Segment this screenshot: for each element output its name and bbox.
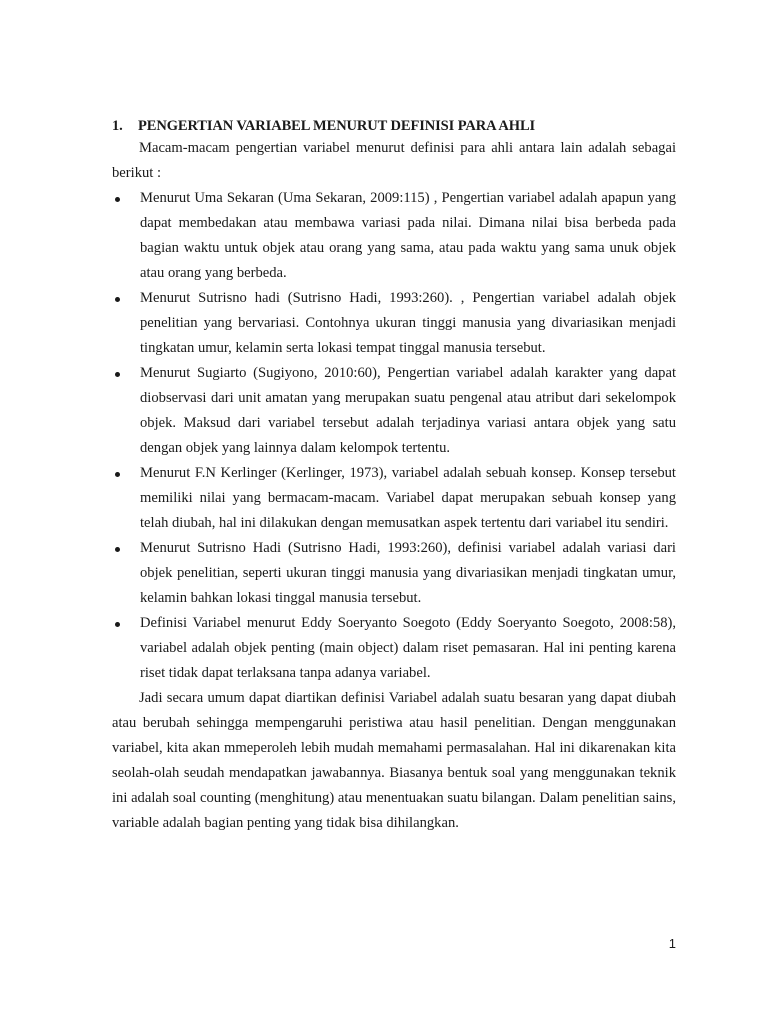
conclusion-paragraph: Jadi secara umum dapat diartikan definisi Variabel adalah suatu besaran yang dapat diubah atau berubah sehingga mempengaruhi peristiwa atau hasil penelitian. Dengan menggunakan variabel, kita akan mmeperoleh lebih mudah memahami permasalahan. Hal ini dikarenakan kita seolah-olah seudah mendapatkan jawabannya. Biasanya bentuk soal yang menggunakan teknik ini adalah soal counting (menghitung) atau menentuakan suatu bilangan. Dalam penelitian sains, variable adalah bagian penting yang tidak bisa dihilangkan. (112, 690, 676, 831)
bullet-icon (115, 297, 120, 302)
bullet-icon (115, 197, 120, 202)
list-item (112, 186, 676, 286)
section-number: 1. (112, 118, 123, 134)
list-item-text: Menurut F.N Kerlinger (Kerlinger, 1973), variabel adalah sebuah konsep. Konsep tersebut memiliki nilai yang bermacam-macam. Variabel dapat merupakan sebuah konsep yang telah diubah, hal ini dilakukan dengan memusatkan aspek tertentu dari variabel itu sendiri. (140, 465, 676, 531)
list-item-text: Menurut Sugiarto (Sugiyono, 2010:60), Pengertian variabel adalah karakter yang dapat diobservasi dari unit amatan yang merupakan suatu pengenal atau atribut dari sekelompok objek. Maksud dari variabel tersebut adalah terjadinya variasi antara objek yang satu dengan objek yang lainnya dalam kelompok tertentu. (140, 365, 676, 456)
list-item-text: Menurut Sutrisno Hadi (Sutrisno Hadi, 1993:260), definisi variabel adalah variasi dari objek penelitian, seperti ukuran tinggi manusia yang divariasikan menjadi tingkatan umur, kelamin bahkan lokasi tinggal manusia tersebut. (140, 540, 676, 606)
list-item-text: Definisi Variabel menurut Eddy Soeryanto Soegoto (Eddy Soeryanto Soegoto, 2008:58), variabel adalah objek penting (main object) dalam riset pemasaran. Hal ini penting karena riset tidak dapat terlaksana tanpa adanya variabel. (140, 615, 676, 681)
list-item (112, 361, 676, 461)
bullet-icon (115, 372, 120, 377)
list-item-text: Menurut Sutrisno hadi (Sutrisno Hadi, 1993:260). , Pengertian variabel adalah objek penelitian yang bervariasi. Contohnya ukuran tinggi manusia yang divariasikan menjadi tingkatan umur, kelamin serta lokasi tempat tinggal manusia tersebut. (140, 290, 676, 356)
bullet-icon (115, 622, 120, 627)
definition-list (112, 186, 676, 686)
section-heading (112, 116, 676, 136)
section-title: PENGERTIAN VARIABEL MENURUT DEFINISI PARA AHLI (138, 118, 536, 134)
bullet-icon (115, 472, 120, 477)
list-item (112, 611, 676, 686)
intro-paragraph: Macam-macam pengertian variabel menurut definisi para ahli antara lain adalah sebagai berikut : (112, 140, 676, 181)
bullet-icon (115, 547, 120, 552)
list-item (112, 461, 676, 536)
document-body (112, 116, 676, 836)
page-number: 1 (668, 936, 676, 951)
list-item-text: Menurut Uma Sekaran (Uma Sekaran, 2009:115) , Pengertian variabel adalah apapun yang dapat membedakan atau membawa variasi pada nilai. Dimana nilai bisa berbeda pada bagian waktu untuk objek atau orang yang sama, atau pada waktu yang sama unuk objek atau orang yang berbeda. (140, 190, 676, 281)
list-item (112, 286, 676, 361)
list-item (112, 536, 676, 611)
